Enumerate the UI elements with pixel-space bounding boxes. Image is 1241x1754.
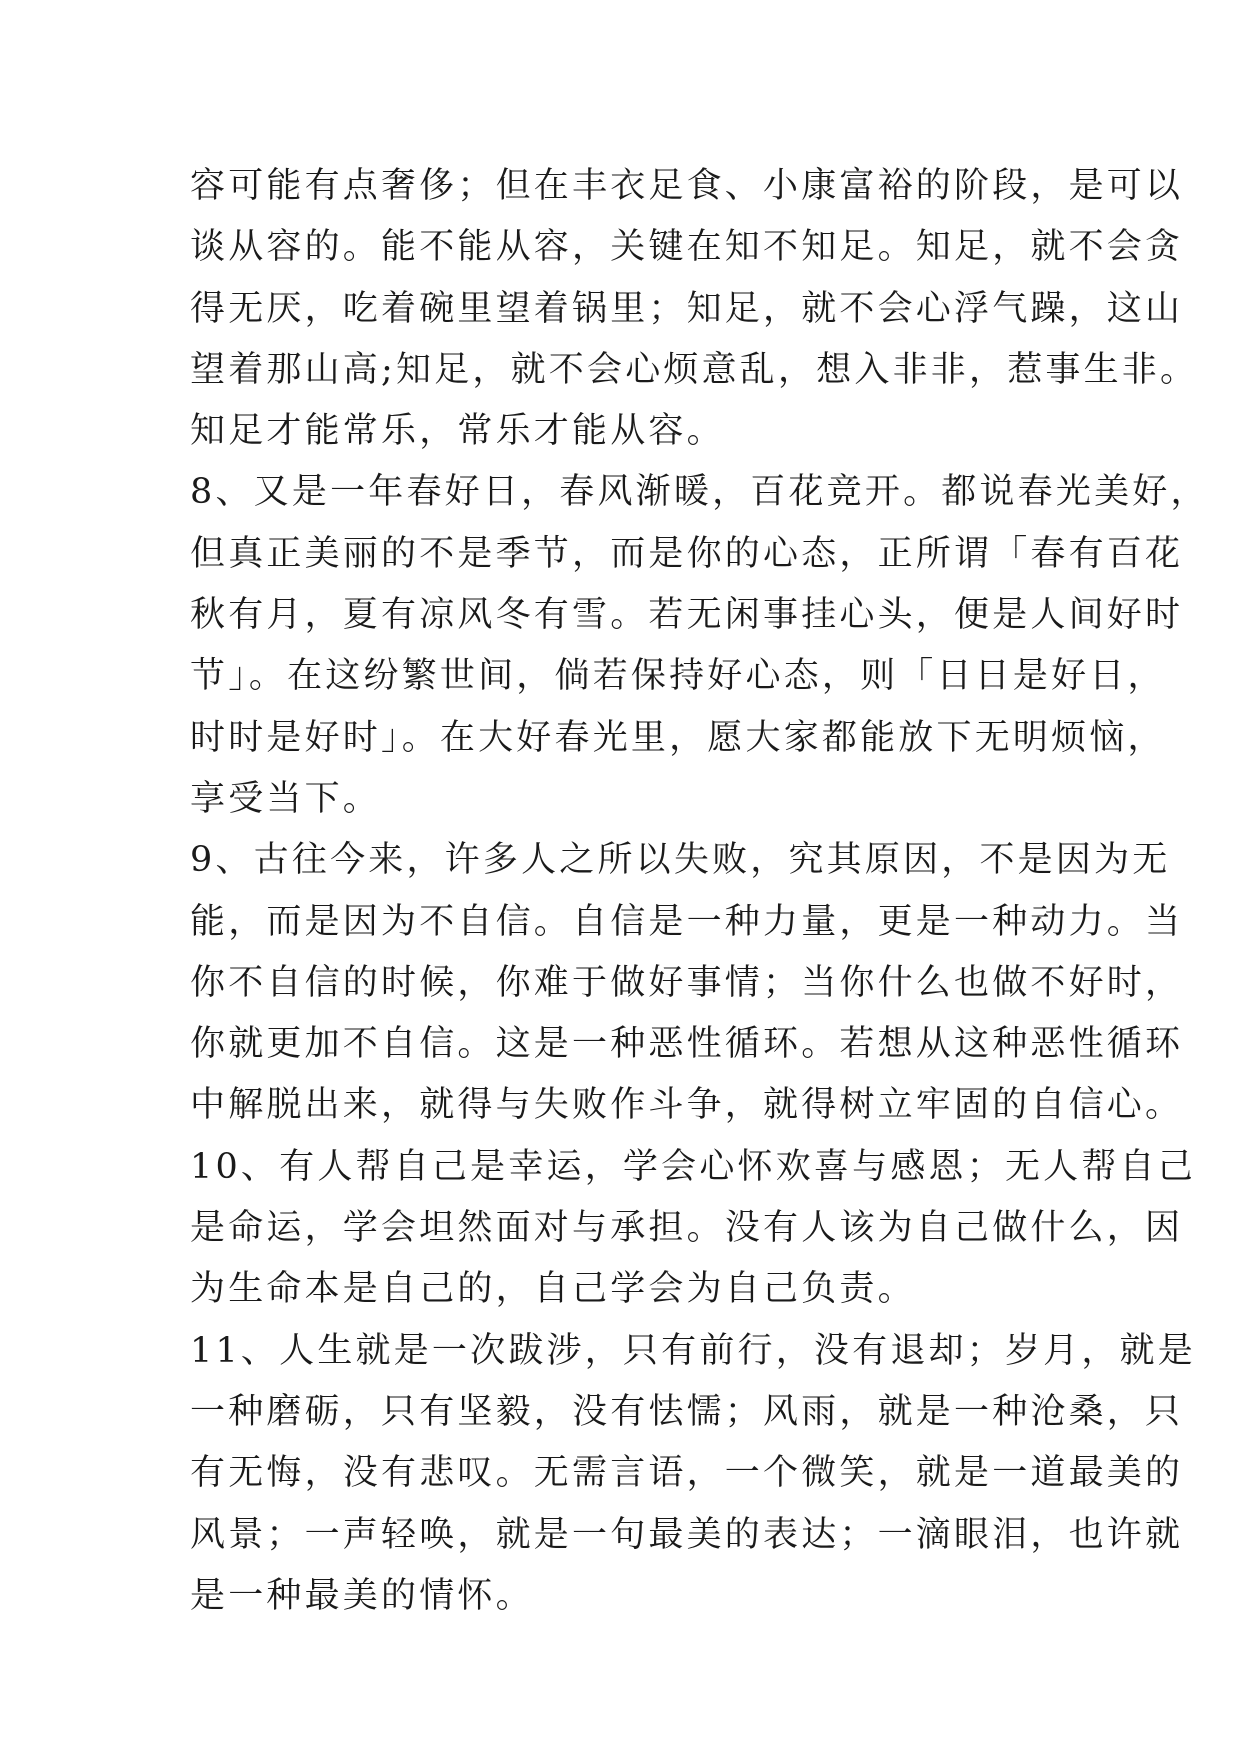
text-line: 是命运，学会坦然面对与承担。没有人该为自己做什么，因 bbox=[190, 1208, 1184, 1249]
text-line: 你不自信的时候，你难于做好事情；当你什么也做不好时， bbox=[190, 962, 1184, 1003]
text-line: 节」。在这纷繁世间，倘若保持好心态，则「日日是好日， bbox=[190, 656, 1166, 697]
text-line: 你就更加不自信。这是一种恶性循环。若想从这种恶性循环 bbox=[190, 1024, 1184, 1065]
text-line: 中解脱出来，就得与失败作斗争，就得树立牢固的自信心。 bbox=[190, 1085, 1184, 1126]
text-line: 享受当下。 bbox=[190, 778, 382, 819]
body-text bbox=[190, 156, 1209, 1627]
text-line: 时时是好时」。在大好春光里，愿大家都能放下无明烦恼， bbox=[190, 717, 1166, 758]
text-line: 望着那山高;知足，就不会心烦意乱，想入非非，惹事生非。 bbox=[190, 349, 1199, 390]
text-line: 8、又是一年春好日，春风渐暖，百花竞开。都说春光美好， bbox=[190, 472, 1209, 513]
text-line: 知足才能常乐，常乐才能从容。 bbox=[190, 411, 725, 452]
text-line: 一种磨砺，只有坚毅，没有怯懦；风雨，就是一种沧桑，只 bbox=[190, 1391, 1184, 1432]
text-line: 10、有人帮自己是幸运，学会心怀欢喜与感恩；无人帮自己 bbox=[190, 1146, 1196, 1187]
text-line: 11、人生就是一次跋涉，只有前行，没有退却；岁月，就是 bbox=[190, 1330, 1196, 1371]
text-line: 为生命本是自己的，自己学会为自己负责。 bbox=[190, 1269, 916, 1310]
text-line: 但真正美丽的不是季节，而是你的心态，正所谓「春有百花 bbox=[190, 533, 1184, 574]
text-line: 秋有月，夏有凉风冬有雪。若无闲事挂心头，便是人间好时 bbox=[190, 595, 1184, 636]
text-line: 能，而是因为不自信。自信是一种力量，更是一种动力。当 bbox=[190, 901, 1184, 942]
text-line: 风景；一声轻唤，就是一句最美的表达；一滴眼泪，也许就 bbox=[190, 1514, 1184, 1555]
text-line: 得无厌，吃着碗里望着锅里；知足，就不会心浮气躁，这山 bbox=[190, 288, 1184, 329]
text-line: 是一种最美的情怀。 bbox=[190, 1575, 534, 1616]
text-line: 容可能有点奢侈；但在丰衣足食、小康富裕的阶段，是可以 bbox=[190, 166, 1184, 206]
text-line: 9、古往今来，许多人之所以失败，究其原因，不是因为无 bbox=[190, 840, 1171, 881]
text-line: 谈从容的。能不能从容，关键在知不知足。知足，就不会贪 bbox=[190, 227, 1184, 268]
text-line: 有无悔，没有悲叹。无需言语，一个微笑，就是一道最美的 bbox=[190, 1453, 1184, 1494]
